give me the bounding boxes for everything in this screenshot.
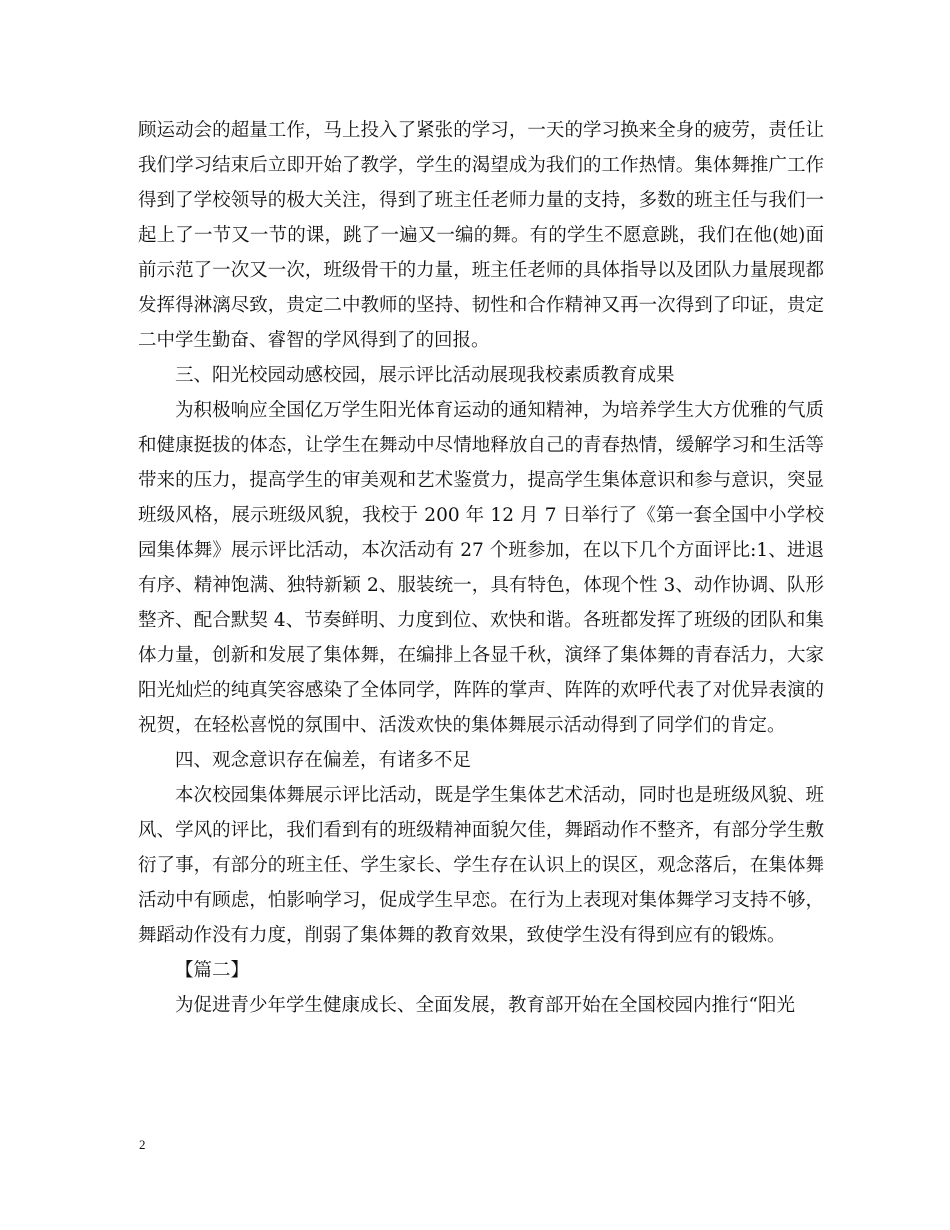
paragraph-part-two-intro: 为促进青少年学生健康成长、全面发展，教育部开始在全国校园内推行“阳光 bbox=[175, 995, 795, 1016]
page-number: 2 bbox=[139, 1137, 146, 1152]
paragraph-continuation: 顾运动会的超量工作，马上投入了紧张的学习，一天的学习换来全身的疲劳，责任让我们学习结束后立即开始了教学，学生的渴望成为我们的工作热情。集体舞推广工作得到了学校领导的极大关注，得到了班主任老师力量的支持，多数的班主任与我们一起上了一节又一节的课，跳了一遍又一编的舞。有的学生不愿意跳，我们在他(她)面前示范了一次又一次，班级骨干的力量，班主任老师的具体指导以及团队力量展现都发挥得淋漓尽致，贵定二中教师的坚持、韧性和合作精神又再一次得到了印证，贵定二中学生勤奋、睿智的学风得到了的回报。 bbox=[138, 120, 824, 351]
part-two-heading: 【篇二】 bbox=[175, 960, 250, 981]
section-heading-four: 四、观念意识存在偏差，有诸多不足 bbox=[175, 750, 472, 771]
paragraph-shortcomings: 本次校园集体舞展示评比活动，既是学生集体艺术活动，同时也是班级风貌、班风、学风的评比，我们看到有的班级精神面貌欠佳，舞蹈动作不整齐，有部分学生敷衍了事，有部分的班主任、学生家长、学生存在认识上的误区，观念落后，在集体舞活动中有顾虑，怕影响学习，促成学生早恋。在行为上表现对集体舞学习支持不够，舞蹈动作没有力度，削弱了集体舞的教育效果，致使学生没有得到应有的锻炼。 bbox=[138, 785, 824, 946]
section-heading-three: 三、阳光校园动感校园，展示评比活动展现我校素质教育成果 bbox=[175, 365, 675, 386]
document-body bbox=[138, 113, 824, 1023]
paragraph-dance-event: 为积极响应全国亿万学生阳光体育运动的通知精神，为培养学生大方优雅的气质和健康挺拔的体态，让学生在舞动中尽情地释放自己的青春热情，缓解学习和生活等带来的压力，提高学生的审美观和艺术鉴赏力，提高学生集体意识和参与意识，突显班级风格，展示班级风貌，我校于 200 年 12 月 7 日举行了《第一套全国中小学校园集体舞》展示评比活动，本次活动有 27 个班参加，在以下几个方面评比:1、进退有序、精神饱满、独特新颖 2、服装统一，具有特色，体现个性 3、动作协调、队形整齐、配合默契 4、节奏鲜明、力度到位、欢快和谐。各班都发挥了班级的团队和集体力量，创新和发展了集体舞，在编排上各显千秋，演绎了集体舞的青春活力，大家阳光灿烂的纯真笑容感染了全体同学，阵阵的掌声、阵阵的欢呼代表了对优异表演的祝贺，在轻松喜悦的氛围中、活泼欢快的集体舞展示活动得到了同学们的肯定。 bbox=[138, 400, 824, 736]
